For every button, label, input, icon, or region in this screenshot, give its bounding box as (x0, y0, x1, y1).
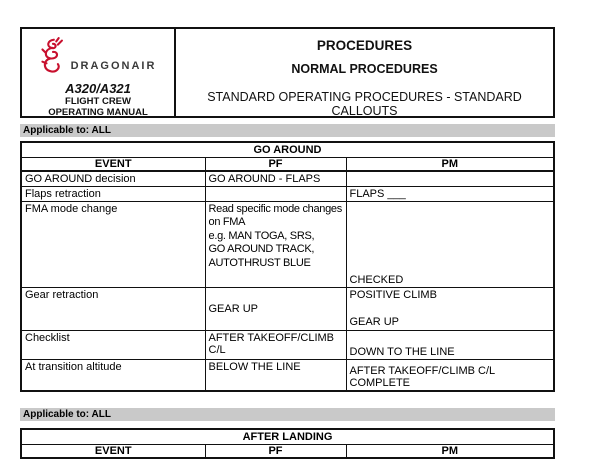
table-row (21, 202, 554, 288)
table-title-row (21, 142, 554, 157)
document-header (20, 27, 555, 118)
pm-cell: AFTER TAKEOFF/CLIMB C/L COMPLETE (346, 360, 554, 391)
pf-cell: AFTER TAKEOFF/CLIMB C/L (205, 331, 346, 360)
section-title: STANDARD OPERATING PROCEDURES - STANDARD CALLOUTS (207, 90, 522, 118)
col-header-event: EVENT (21, 157, 205, 171)
table-header-row (21, 444, 554, 458)
event-cell: Gear retraction (21, 288, 205, 331)
event-cell: Flaps retraction (21, 187, 205, 202)
after-landing-table-wrap (20, 428, 555, 459)
pf-callout-line: on FMA (208, 216, 246, 229)
pf-cell: GEAR UP (205, 288, 346, 331)
go-around-table-wrap (20, 141, 555, 392)
table-row (21, 360, 554, 391)
manual-title-line2: OPERATING MANUAL (48, 107, 148, 119)
event-cell: GO AROUND decision (21, 171, 205, 187)
table-row (21, 331, 554, 360)
pf-callout-line: Read specific mode changes (208, 203, 342, 215)
pf-cell (205, 202, 346, 288)
table-title: GO AROUND (21, 142, 554, 157)
pf-callout-line: e.g. MAN TOGA, SRS, (208, 229, 315, 242)
pm-cell (346, 171, 554, 187)
brand-logo-row (40, 35, 157, 77)
table-row (21, 187, 554, 202)
pm-cell (346, 288, 554, 331)
table-title-row (21, 429, 554, 444)
table-title: AFTER LANDING (21, 429, 554, 444)
chapter-subtitle: NORMAL PROCEDURES (291, 62, 438, 76)
dragon-icon (40, 35, 66, 77)
col-header-pm: PM (346, 157, 554, 171)
pm-cell: FLAPS ___ (346, 187, 554, 202)
after-landing-table (20, 428, 555, 459)
pf-cell: BELOW THE LINE (205, 360, 346, 391)
applicable-to-bar: Applicable to: ALL (20, 124, 555, 137)
chapter-title-cell (176, 29, 553, 116)
aircraft-type: A320/A321 (65, 81, 131, 96)
col-header-pf: PF (205, 157, 346, 171)
event-cell: Checklist (21, 331, 205, 360)
pm-callout-stack (350, 289, 551, 329)
table-header-row (21, 157, 554, 171)
pf-cell (205, 187, 346, 202)
pf-cell: GO AROUND - FLAPS (205, 171, 346, 187)
manual-identity-cell (22, 29, 176, 119)
pm-callout-line: POSITIVE CLIMB (349, 289, 437, 301)
pm-callout-line: GEAR UP (349, 315, 400, 328)
pm-cell: DOWN TO THE LINE (346, 331, 554, 360)
go-around-table (20, 141, 555, 392)
col-header-pm: PM (346, 444, 554, 458)
manual-title-line1: FLIGHT CREW (65, 96, 131, 107)
col-header-event: EVENT (21, 444, 205, 458)
pm-cell: CHECKED (346, 202, 554, 288)
pf-callout-line: AUTOTHRUST BLUE (208, 256, 311, 269)
event-cell: At transition altitude (21, 360, 205, 391)
col-header-pf: PF (205, 444, 346, 458)
chapter-title: PROCEDURES (316, 38, 413, 53)
brand-name: DRAGONAIR (70, 60, 157, 72)
pf-callout-line: GO AROUND TRACK, (208, 243, 315, 256)
event-cell: FMA mode change (21, 202, 205, 288)
table-row (21, 171, 554, 187)
applicable-to-bar: Applicable to: ALL (20, 408, 555, 421)
table-row (21, 288, 554, 331)
